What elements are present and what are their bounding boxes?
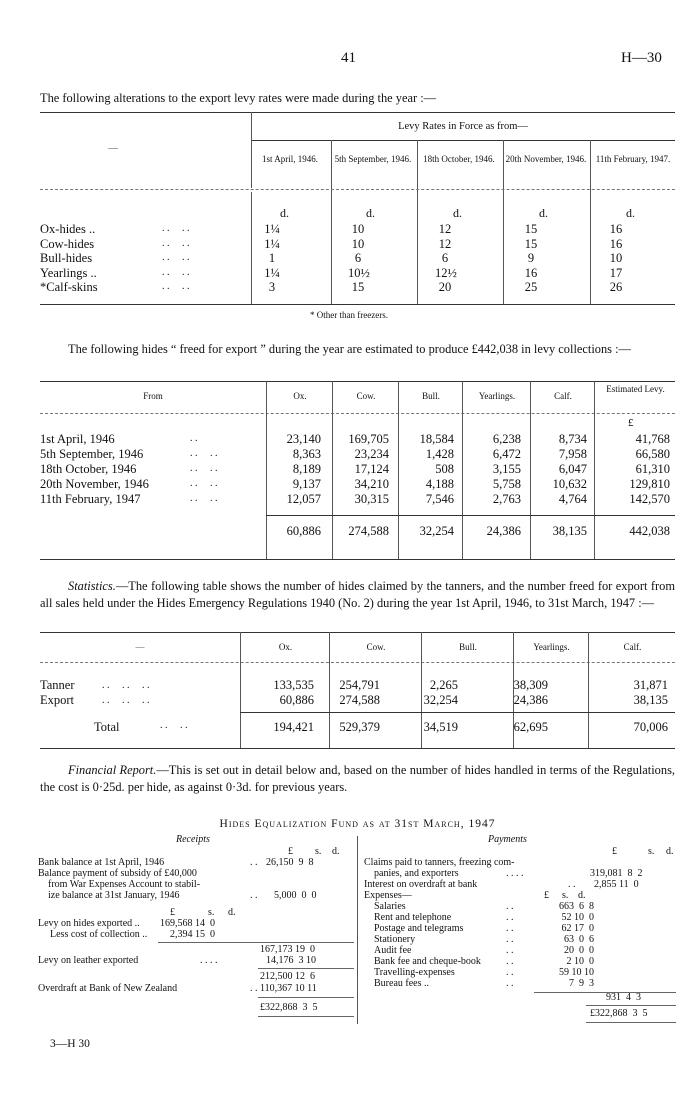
col-yearlings: Yearlings. — [478, 391, 516, 401]
rate-cell: 10 — [609, 251, 623, 265]
row-label: Bull-hides — [40, 251, 93, 265]
dots: . . — [250, 983, 258, 994]
stats-cell: 32,254 — [423, 693, 458, 707]
freed-row — [40, 462, 675, 476]
expenses-total: 931 4 3 — [606, 992, 641, 1003]
stats-total-cell: 62,695 — [513, 720, 548, 734]
rate-cell: 15 — [524, 222, 538, 236]
rate-cell: 1¼ — [264, 236, 280, 251]
freed-row — [40, 492, 675, 506]
row-dots: . . . . . . — [102, 680, 150, 691]
freed-cell: 8,189 — [292, 462, 321, 476]
interest-amount: 2,855 11 0 — [594, 879, 639, 890]
row-dots: . . . . . . — [102, 695, 150, 706]
expense-row — [374, 945, 594, 956]
dots: . . . . — [200, 955, 218, 966]
stats-col-bull: Bull. — [459, 642, 477, 652]
unit-1: d. — [280, 206, 289, 220]
rate-cell: 16 — [609, 222, 623, 236]
stats-total-cell: 34,519 — [423, 720, 458, 734]
col-header-2: 5th September, 1946. — [334, 154, 412, 164]
stats-table-header — [40, 632, 675, 662]
freed-cell: 10,632 — [552, 477, 587, 491]
freed-cell: 8,363 — [292, 447, 321, 461]
unit-4: d. — [539, 206, 548, 220]
from-date: 11th February, 1947 — [40, 492, 141, 506]
col-header-1: 1st April, 1946. — [261, 154, 318, 164]
expense-label: Travelling-expenses — [374, 967, 455, 978]
payments-column: £ s. d. Claims paid to tanners, freezing com- panies, and exporters . . . . 319,081 8 2 Interest on overdraft at bank . . 2,855 11 0 Expenses— £ s. d. Salaries . . 663 6 8 Rent and telephone . . 52 10 0 Postage and telegrams . . 62 17 0 Stationery . . 63 0 6 Audit fee . . 20 0 0 Bank fee and cheque-book . . 2 10 0 Travelling-expenses . . 59 10 10 Bureau fees .. . . 7 9 3 931 4 3 £322,868 3 5 — [364, 846, 676, 1026]
col-header-3: 18th October, 1946. — [423, 154, 495, 164]
unit-2: d. — [366, 206, 375, 220]
stats-total-cell: 70,006 — [633, 720, 668, 734]
expense-row — [374, 956, 594, 967]
bank-balance-amount: 26,150 9 8 — [266, 857, 314, 868]
statistics-text: —The following table shows the number of hides claimed by the tanners, and the number freed for export from all sales held under the Hides Emergency Regulations 1940 (No. 2) during the year 1st April, 1946, to 31st March, 1947 :— — [40, 579, 675, 610]
rate-cell: 16 — [524, 265, 538, 280]
collection-label: Less cost of collection .. — [50, 929, 148, 940]
rate-cell: 9 — [527, 251, 535, 265]
payments-header: Payments — [488, 834, 527, 845]
row-dots: . . — [506, 978, 514, 989]
stats-stub-header: — — [135, 642, 145, 652]
dots: . . . . — [506, 868, 524, 879]
row-dots: . . . . — [190, 478, 218, 489]
levy-rate-row — [40, 222, 675, 236]
overdraft-amount: 110,367 10 11 — [260, 983, 317, 994]
subsidy-line-1: Balance payment of subsidy of £40,000 — [38, 868, 197, 879]
stub-header: — — [108, 143, 118, 154]
expense-amount: 2 10 0 — [566, 956, 594, 967]
claims-amount: 319,081 8 2 — [590, 868, 643, 879]
expenses-label: Expenses— — [364, 890, 412, 901]
subsidy-line-2: from War Expenses Account to stabil- — [48, 879, 201, 890]
freed-cell: 23,140 — [286, 432, 321, 446]
freed-total-cell: 274,588 — [348, 524, 389, 538]
expense-label: Bank fee and cheque-book — [374, 956, 481, 967]
stats-cell: 60,886 — [279, 693, 314, 707]
row-dots: . . . . — [162, 237, 190, 249]
levy-rate-row — [40, 237, 675, 251]
col-ox: Ox. — [293, 391, 307, 401]
receipts-subtotal: 212,500 12 6 — [260, 971, 315, 982]
claims-line-1: Claims paid to tanners, freezing com- — [364, 857, 515, 868]
col-from: From — [143, 391, 163, 401]
freed-cell: 12,057 — [286, 492, 321, 506]
row-dots: . . — [506, 912, 514, 923]
expense-row — [374, 967, 594, 978]
rate-cell: 25 — [524, 280, 538, 294]
stats-total-cell: 529,379 — [339, 720, 380, 734]
dots: . . — [250, 857, 258, 868]
freed-cell: 129,810 — [629, 477, 670, 491]
leather-label: Levy on leather exported — [38, 955, 139, 966]
freed-row — [40, 447, 675, 461]
freed-cell: 17,124 — [354, 462, 389, 476]
footer-signature: 3—H 30 — [50, 1038, 90, 1050]
row-dots: . . — [506, 923, 514, 934]
row-label: Yearlings .. — [40, 265, 97, 280]
stats-total-cell: 194,421 — [273, 720, 314, 734]
freed-cell: 4,188 — [425, 477, 454, 491]
freed-row — [40, 432, 675, 446]
unit-5: d. — [626, 206, 635, 220]
receipts-header: Receipts — [176, 834, 210, 845]
freed-row — [40, 477, 675, 491]
row-dots: . . . . — [162, 252, 190, 263]
levy-rates-group-header: Levy Rates in Force as from— — [398, 121, 528, 132]
stats-cell: 133,535 — [273, 678, 314, 692]
col-header-5: 11th February, 1947. — [595, 154, 671, 164]
expense-amount: 7 9 3 — [569, 978, 594, 989]
rate-cell: 17 — [609, 265, 623, 280]
dots: . . — [568, 879, 576, 890]
freed-cell: 34,210 — [354, 477, 389, 491]
levy-unit: £ — [628, 417, 634, 429]
levy-exported-amount: 169,568 14 0 — [160, 918, 215, 929]
levy-net-amount: 167,173 19 0 — [260, 944, 315, 955]
financial-report-text: —This is set out in detail below and, based on the number of hides handled in terms of the Regulations, the cost is 0·25d. per hide, as against 0·3d. for previous years. — [40, 763, 675, 794]
freed-cell: 23,234 — [354, 447, 389, 461]
rate-cell: 3 — [268, 280, 276, 294]
stats-cell: 31,871 — [633, 678, 668, 692]
freed-cell: 7,546 — [425, 492, 454, 506]
rate-cell: 12½ — [435, 265, 457, 280]
freed-total-cell: 24,386 — [486, 524, 521, 538]
row-dots: . . . . — [162, 266, 190, 278]
receipts-column: £ s. d. Bank balance at 1st April, 1946 . . 26,150 9 8 Balance payment of subsidy of £40,000 from War Expenses Account to stabil- ize balance at 31st January, 1946 . . 5,000 0 0 £ s. d. Levy on hides exported .. 169,568 14 0 Less cost of collection .. 2,394 15 0 167,173 19 0 Levy on leather exported . . . . 14,176 3 10 212,500 12 6 Overdraft at Bank of New Zealand . . 110,367 10 11 £322,868 3 5 — [38, 846, 356, 1026]
levy-exported-label: Levy on hides exported .. — [38, 918, 140, 929]
freed-cell: 6,238 — [492, 432, 521, 446]
fund-title: Hides Equalization Fund as at 31st March, 1947 — [219, 818, 496, 830]
levy-rate-row — [40, 280, 675, 294]
row-label: Cow-hides — [40, 236, 95, 251]
col-bull: Bull. — [422, 391, 440, 401]
financial-report-lead: Financial Report. — [68, 763, 157, 777]
unit-3: d. — [453, 206, 462, 220]
from-date: 18th October, 1946 — [40, 462, 137, 476]
row-dots: . . — [190, 433, 198, 444]
rate-cell: 1¼ — [264, 265, 280, 280]
expense-label: Salaries — [374, 901, 406, 912]
statistics-paragraph — [40, 578, 675, 612]
leather-amount: 14,176 3 10 — [266, 955, 316, 966]
row-dots: . . . . — [190, 493, 218, 504]
document-reference: H—30 — [621, 50, 662, 66]
freed-total-cell: 60,886 — [286, 524, 321, 538]
row-dots: . . . . — [162, 223, 190, 234]
row-dots: . . . . — [190, 463, 218, 474]
subsidy-amount: 5,000 0 0 — [274, 890, 317, 901]
freed-cell: 1,428 — [425, 447, 454, 461]
rate-cell: 16 — [609, 236, 623, 251]
levy-rates-intro: The following alterations to the export levy rates were made during the year :— — [40, 91, 437, 105]
freed-cell: 3,155 — [492, 462, 521, 476]
dots: . . — [250, 890, 258, 901]
page-number: 41 — [341, 50, 356, 66]
from-date: 1st April, 1946 — [40, 432, 115, 446]
freed-cell: 6,472 — [492, 447, 521, 461]
levy-rates-column-headers — [251, 140, 675, 188]
expense-amount: 62 17 0 — [561, 923, 594, 934]
freed-cell: 169,705 — [348, 432, 389, 446]
freed-cell: 30,315 — [354, 492, 389, 506]
row-dots: . . — [506, 901, 514, 912]
bank-balance-label: Bank balance at 1st April, 1946 — [38, 857, 165, 868]
statistics-lead: Statistics. — [68, 579, 116, 593]
row-dots: . . — [506, 945, 514, 956]
freed-total-cell: 38,135 — [552, 524, 587, 538]
rate-cell: 12 — [438, 236, 452, 251]
expense-row — [374, 978, 594, 989]
freed-export-intro: The following hides “ freed for export ” during the year are estimated to produce £442,038 in levy collections :— — [68, 342, 631, 356]
row-dots: . . . . — [160, 720, 188, 731]
freed-cell: 142,570 — [629, 492, 670, 506]
freed-cell: 7,958 — [558, 447, 587, 461]
rate-cell: 6 — [354, 251, 362, 265]
stats-cell: 2,265 — [429, 678, 458, 692]
freed-cell: 41,768 — [635, 432, 670, 446]
stats-cell: 254,791 — [339, 678, 380, 692]
expense-row — [374, 923, 594, 934]
stats-cell: 38,309 — [513, 678, 548, 692]
stats-cell: 24,386 — [513, 693, 548, 707]
row-label: Ox-hides .. — [40, 222, 96, 236]
freed-cell: 8,734 — [558, 432, 587, 446]
total-label: Total — [94, 720, 120, 734]
payments-total: £322,868 3 5 — [590, 1008, 648, 1019]
expense-label: Stationery — [374, 934, 416, 945]
col-calf: Calf. — [554, 391, 572, 401]
row-dots: . . . . — [162, 281, 190, 292]
row-dots: . . — [506, 967, 514, 978]
expense-row — [374, 934, 594, 945]
rate-cell: 10 — [351, 236, 365, 251]
freed-cell: 6,047 — [558, 462, 587, 476]
from-date: 5th September, 1946 — [40, 447, 144, 461]
row-label: Tanner — [40, 678, 75, 692]
row-dots: . . — [506, 934, 514, 945]
freed-cell: 18,584 — [419, 432, 454, 446]
freed-cell: 5,758 — [492, 477, 521, 491]
row-dots: . . — [506, 956, 514, 967]
expense-amount: 20 0 0 — [564, 945, 594, 956]
stats-row — [40, 678, 675, 692]
rate-cell: 15 — [524, 236, 538, 251]
stats-col-cow: Cow. — [366, 642, 386, 652]
from-date: 20th November, 1946 — [40, 477, 149, 491]
expense-label: Audit fee — [374, 945, 412, 956]
receipts-total: £322,868 3 5 — [260, 1002, 318, 1013]
freed-total-cell: 32,254 — [419, 524, 454, 538]
footnote: * Other than freezers. — [310, 310, 388, 320]
overdraft-label: Overdraft at Bank of New Zealand — [38, 983, 178, 994]
stats-col-yearlings: Yearlings. — [533, 642, 570, 652]
rate-cell: 26 — [609, 280, 623, 294]
expense-amount: 59 10 10 — [559, 967, 594, 978]
rate-cell: 1 — [268, 251, 276, 265]
expense-row — [374, 912, 594, 923]
row-label: Export — [40, 693, 75, 707]
expense-amount: 63 0 6 — [564, 934, 594, 945]
rate-cell: 12 — [438, 222, 452, 236]
expense-label: Postage and telegrams — [374, 923, 464, 934]
expense-label: Bureau fees .. — [374, 978, 429, 989]
row-dots: . . . . — [190, 448, 218, 459]
freed-cell: 61,310 — [635, 462, 670, 476]
subsidy-line-3: ize balance at 31st January, 1946 — [48, 890, 180, 901]
expense-row — [374, 901, 594, 912]
rate-cell: 1¼ — [264, 222, 280, 236]
freed-table-header — [40, 381, 675, 413]
rate-cell: 10½ — [348, 265, 370, 280]
interest-label: Interest on overdraft at bank — [364, 879, 478, 890]
stats-col-ox: Ox. — [278, 642, 293, 652]
levy-rate-row — [40, 251, 675, 265]
rate-cell: 6 — [441, 251, 449, 265]
expense-label: Rent and telephone — [374, 912, 452, 923]
rate-cell: 20 — [438, 280, 452, 294]
col-header-4: 20th November, 1946. — [505, 154, 587, 164]
stats-col-calf: Calf. — [623, 642, 642, 652]
rate-cell: 10 — [351, 222, 365, 236]
freed-cell: 66,580 — [635, 447, 670, 461]
levy-rate-row — [40, 266, 675, 280]
expense-amount: 52 10 0 — [561, 912, 594, 923]
stats-cell: 38,135 — [633, 693, 668, 707]
freed-cell: 4,764 — [558, 492, 587, 506]
financial-report-paragraph — [40, 762, 675, 796]
row-label: *Calf-skins — [40, 280, 98, 294]
freed-cell: 508 — [435, 462, 454, 476]
stats-row — [40, 693, 675, 707]
freed-total-cell: 442,038 — [629, 524, 670, 538]
freed-cell: 9,137 — [292, 477, 321, 491]
stats-cell: 274,588 — [339, 693, 380, 707]
claims-line-2: panies, and exporters — [374, 868, 459, 879]
rate-cell: 15 — [351, 280, 365, 294]
collection-amount: 2,394 15 0 — [170, 929, 215, 940]
col-cow: Cow. — [356, 391, 376, 401]
col-estimated-levy: Estimated Levy. — [606, 384, 665, 394]
freed-cell: 2,763 — [492, 492, 521, 506]
expense-amount: 663 6 8 — [559, 901, 594, 912]
